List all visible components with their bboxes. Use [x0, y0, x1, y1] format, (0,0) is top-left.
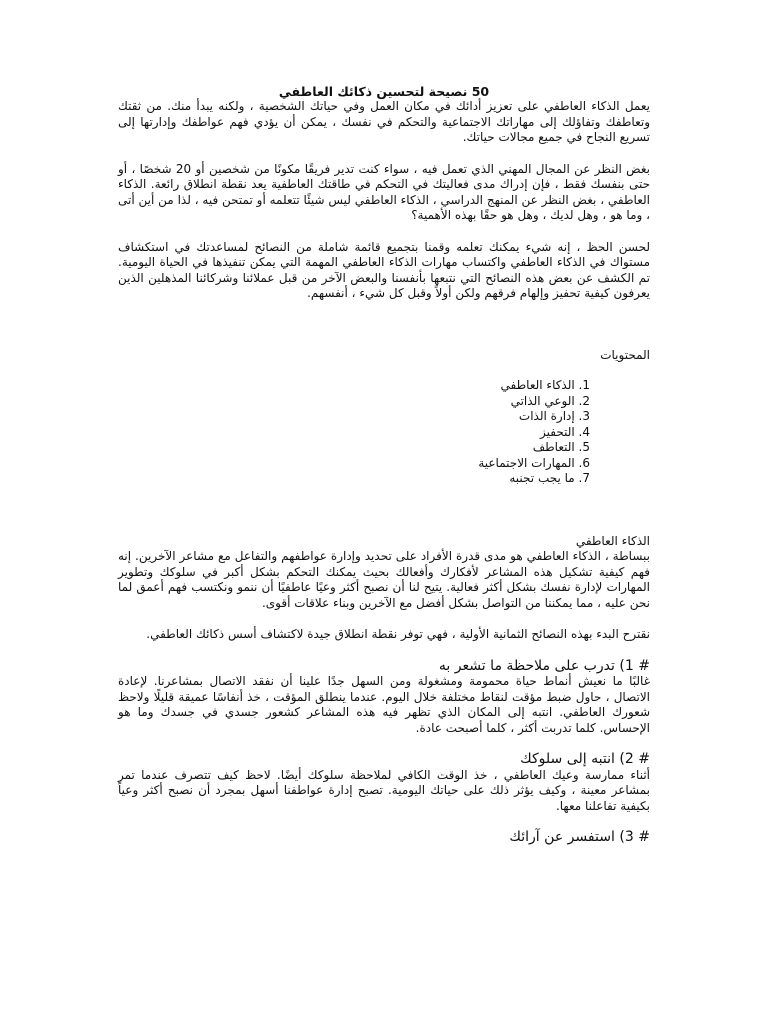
spacer — [118, 643, 650, 659]
table-of-contents — [118, 378, 590, 487]
toc-item[interactable]: 3. إدارة الذات — [518, 409, 590, 423]
spacer — [118, 146, 650, 162]
toc-item[interactable]: 2. الوعي الذاتي — [510, 393, 590, 408]
section-heading-emotional-intelligence: الذكاء العاطفي — [575, 533, 650, 548]
spacer — [118, 302, 650, 348]
tip-heading-2: # 2) انتبه إلى سلوكك — [520, 751, 650, 767]
document-title: 50 نصيحة لتحسين ذكائك العاطفي — [278, 84, 490, 99]
toc-item[interactable]: 7. ما يجب تجنبه — [509, 471, 590, 485]
toc-item[interactable]: 1. الذكاء العاطفي — [500, 378, 590, 392]
spacer — [118, 611, 650, 627]
tip-body-1: غالبًا ما نعيش أنماط حياة محمومة ومشغولة ومن السهل جدًا علينا أن نفقد الاتصال بمشاعرنا. لإعادة الاتصال ، حاول ضبط مؤقت لنقاط مختلفة خلال اليوم. عندما ينطلق المؤقت ، خذ أنفاسًا عميقة قليلًا ولاحظ شعورك العاطفي. انتبه إلى المكان الذي تظهر فيه هذه المشاعر كشعور جسدي في جسدك وما هو الإحساس. كلما تدربت أكثر ، كلما أصبحت عادة. — [118, 674, 650, 735]
intro-paragraph-2: بغض النظر عن المجال المهني الذي تعمل فيه ، سواء كنت تدير فريقًا مكونًا من شخصين أو 20 شخصًا ، أو حتى بنفسك فقط ، فإن إدراك مدى فعاليتك في التحكم في طاقتك العاطفية يعد نقطة انطلاق رائعة. الذكاء العاطفي ، بغض النظر عن المنهج الدراسي ، الذكاء العاطفي ليس شيئًا تتعلمه أو تمتحن فيه ، لذا من أين أتى ، وما هو ، وهل لديك ، وهل هو حقًا بهذه الأهمية؟ — [118, 161, 651, 222]
tip-heading-1: # 1) تدرب على ملاحظة ما تشعر به — [438, 657, 650, 674]
spacer — [118, 224, 650, 240]
spacer — [118, 487, 650, 534]
toc-item[interactable]: 6. المهارات الاجتماعية — [478, 455, 590, 470]
suggestion-paragraph: نقترح البدء بهذه النصائح الثمانية الأولية ، فهي توفر نقطة انطلاق جيدة لاكتشاف أسس ذكائك العاطفي. — [146, 627, 650, 641]
spacer — [118, 736, 650, 752]
tip-body-2: أثناء ممارسة وعيك العاطفي ، خذ الوقت الكافي لملاحظة سلوكك أيضًا. لاحظ كيف تتصرف عندما تمر بمشاعر معينة ، وكيف يؤثر ذلك على حياتك اليومية. تصبح إدارة عواطفنا أسهل بمجرد أن نصبح أكثر وعياً بكيفية تفاعلنا معها. — [118, 767, 650, 813]
toc-item[interactable]: 4. التحفيز — [540, 424, 590, 439]
intro-paragraph-1: يعمل الذكاء العاطفي على تعزيز أدائك في مكان العمل وفي حياتك الشخصية ، ولكنه يبدأ منك. من ثقتك وتعاطفك وتفاؤلك إلى مهاراتك الاجتماعية والتحكم في نفسك ، يمكن أن يؤدي فهم عواطفك وإدارتها إلى تسريع النجاح في جميع مجالات حياتك. — [118, 99, 650, 144]
tip-heading-3: # 3) استفسر عن آرائك — [509, 829, 650, 845]
spacer — [118, 814, 650, 830]
section-paragraph: ببساطة ، الذكاء العاطفي هو مدى قدرة الأفراد على تحديد وإدارة عواطفهم والتفاعل مع مشاعر الآخرين. إنه فهم كيفية تشكيل هذه المشاعر لأفكارك وأفعالك بحيث يمكنك التحكم بشكل أكبر في سلوكك وتطوير المهارات لإدارة نفسك بشكل أكثر فعالية. يتيح لنا أن نصبح أكثر وعيًا عاطفيًا أن ننمو ونكتسب فهم أعمق لما نحن عليه ، مما يمكننا من التواصل بشكل أفضل مع الآخرين وبناء علاقات أقوى. — [118, 549, 650, 610]
spacer — [118, 363, 650, 378]
contents-heading: المحتويات — [600, 347, 650, 362]
intro-paragraph-3: لحسن الحظ ، إنه شيء يمكنك تعلمه وقمنا بتجميع قائمة شاملة من النصائح لمساعدتك في استكشاف مستواك في الذكاء العاطفي واكتساب مهارات الذكاء العاطفي المهمة التي يمكن تنفيذها في الحياة اليومية. تم الكشف عن بعض هذه النصائح التي نتبعها بأنفسنا والبعض الآخر من قبل عملائنا وشركائنا المذهلين الذين يعرفون كيفية تحفيز وإلهام فرقهم ولكن أولاً وقبل كل شيء ، أنفسهم. — [118, 239, 650, 300]
toc-item[interactable]: 5. التعاطف — [532, 440, 590, 454]
document-page — [118, 84, 650, 846]
